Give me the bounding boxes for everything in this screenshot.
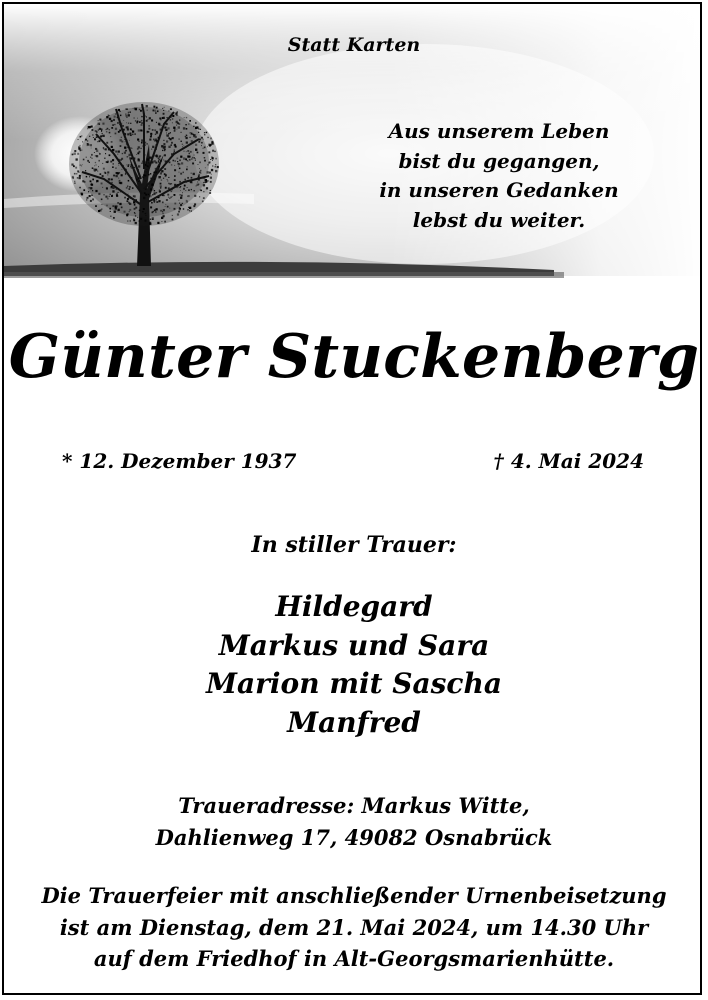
death-date: † 4. Mai 2024 xyxy=(493,449,644,473)
memorial-poem xyxy=(364,117,634,235)
statt-karten-note: Statt Karten xyxy=(287,34,421,56)
ceremony-info xyxy=(4,880,702,975)
poem-line: in unseren Gedanken xyxy=(379,178,619,202)
life-dates xyxy=(62,449,644,479)
poem-line: lebst du weiter. xyxy=(412,207,586,232)
poem-line: Aus unserem Leben xyxy=(388,119,610,143)
deceased-name: Günter Stuckenberg xyxy=(8,322,700,392)
mourning-address xyxy=(4,790,702,854)
poem-line: bist du gegangen, xyxy=(398,148,600,173)
ceremony-line: Die Trauerfeier mit anschließender Urnenbeisetzung xyxy=(41,883,667,908)
ceremony-line: ist am Dienstag, dem 21. Mai 2024, um 14.30 Uhr xyxy=(59,914,649,940)
family-member: Markus und Sara xyxy=(218,628,490,662)
birth-date: * 12. Dezember 1937 xyxy=(62,449,297,473)
family-member: Manfred xyxy=(287,705,421,739)
family-member: Marion mit Sascha xyxy=(206,667,502,700)
family-member: Hildegard xyxy=(275,590,433,623)
mourning-heading: In stiller Trauer: xyxy=(251,532,457,558)
family-list xyxy=(4,588,702,742)
ceremony-line: auf dem Friedhof in Alt-Georgsmarienhütte. xyxy=(93,946,615,971)
obituary-card xyxy=(2,2,702,995)
address-line: Traueradresse: Markus Witte, xyxy=(178,793,530,818)
address-line: Dahlienweg 17, 49082 Osnabrück xyxy=(155,825,553,850)
